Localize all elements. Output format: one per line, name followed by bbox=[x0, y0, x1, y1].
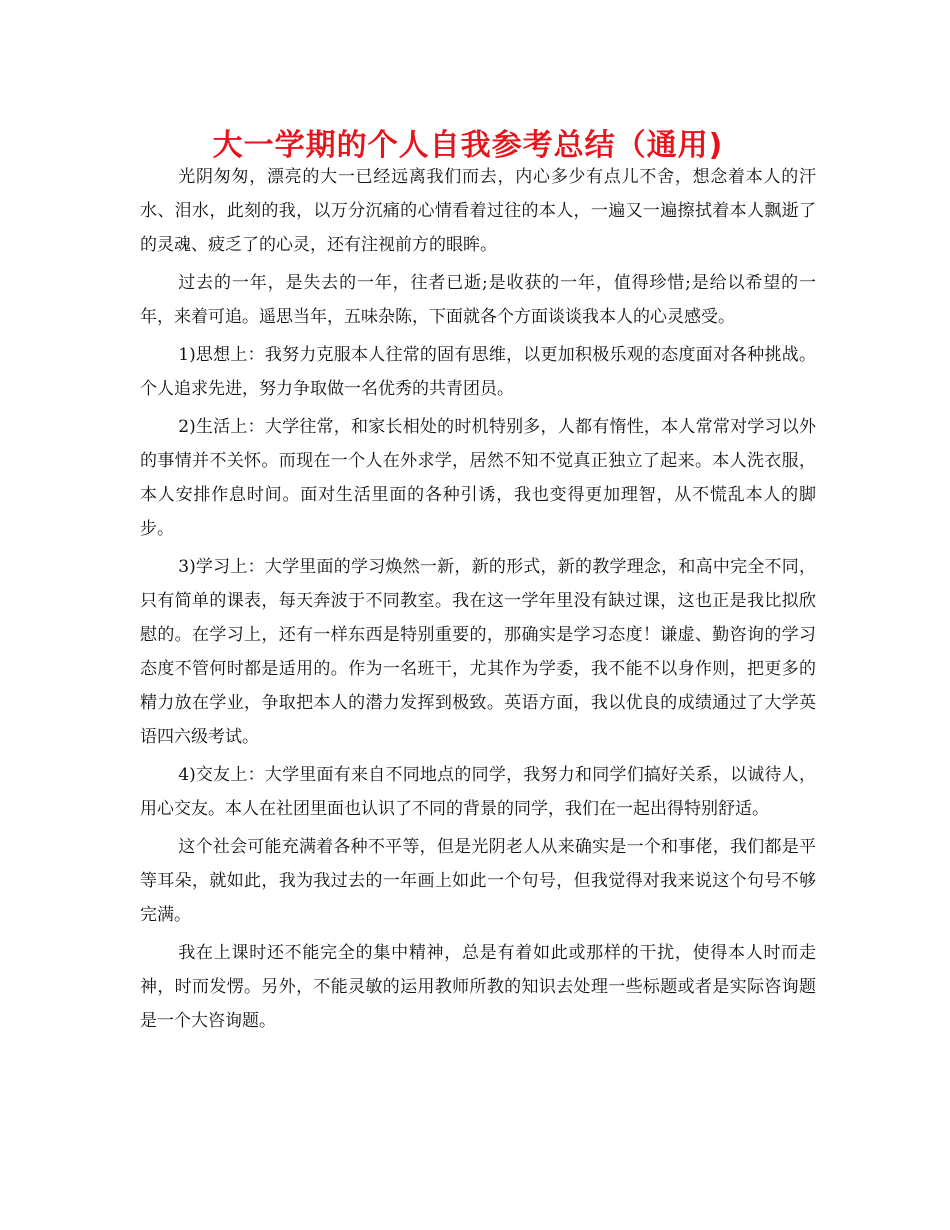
paragraph-past-year: 过去的一年，是失去的一年，往者已逝;是收获的一年，值得珍惜;是给以希望的一年，来着可追。遥思当年，五味杂陈，下面就各个方面谈谈我本人的心灵感受。 bbox=[140, 273, 816, 327]
document-body bbox=[140, 160, 816, 1042]
paragraph-shortcomings: 我在上课时还不能完全的集中精神，总是有着如此或那样的干扰，使得本人时而走神，时而发愣。另外，不能灵敏的运用教师所教的知识去处理一些标题或者是实际咨询题是一个大咨询题。 bbox=[140, 943, 816, 1031]
paragraph-society: 这个社会可能充满着各种不平等，但是光阴老人从来确实是一个和事佬，我们都是平等耳朵，就如此，我为我过去的一年画上如此一个句号，但我觉得对我来说这个句号不够完满。 bbox=[140, 837, 816, 925]
paragraph-friends: 4)交友上：大学里面有来自不同地点的同学，我努力和同学们搞好关系，以诚待人，用心交友。本人在社团里面也认识了不同的背景的同学，我们在一起出得特别舒适。 bbox=[140, 765, 816, 819]
paragraph-life: 2)生活上：大学往常，和家长相处的时机特别多，人都有惰性，本人常常对学习以外的事情并不关怀。而现在一个人在外求学，居然不知不觉真正独立了起来。本人洗衣服，本人安排作息时间。面对生活里面的各种引诱，我也变得更加理智，从不慌乱本人的脚步。 bbox=[140, 417, 816, 539]
paragraph-study: 3)学习上：大学里面的学习焕然一新，新的形式，新的教学理念，和高中完全不同，只有简单的课表，每天奔波于不同教室。我在这一学年里没有缺过课，这也正是我比拟欣慰的。在学习上，还有一样东西是特别重要的，那确实是学习态度！谦虚、勤咨询的学习态度不管何时都是适用的。作为一名班干，尤其作为学委，我不能不以身作则，把更多的精力放在学业，争取把本人的潜力发挥到极致。英语方面，我以优良的成绩通过了大学英语四六级考试。 bbox=[140, 557, 816, 747]
paragraph-intro: 光阴匆匆，漂亮的大一已经远离我们而去，内心多少有点儿不舍，想念着本人的汗水、泪水，此刻的我，以万分沉痛的心情看着过往的本人，一遍又一遍擦拭着本人飘逝了的灵魂、疲乏了的心灵，还有注视前方的眼眸。 bbox=[140, 167, 816, 255]
paragraph-thought: 1)思想上：我努力克服本人往常的固有思维，以更加积极乐观的态度面对各种挑战。个人追求先进，努力争取做一名优秀的共青团员。 bbox=[140, 345, 816, 399]
document-title: 大一学期的个人自我参考总结（通用) bbox=[212, 128, 724, 163]
